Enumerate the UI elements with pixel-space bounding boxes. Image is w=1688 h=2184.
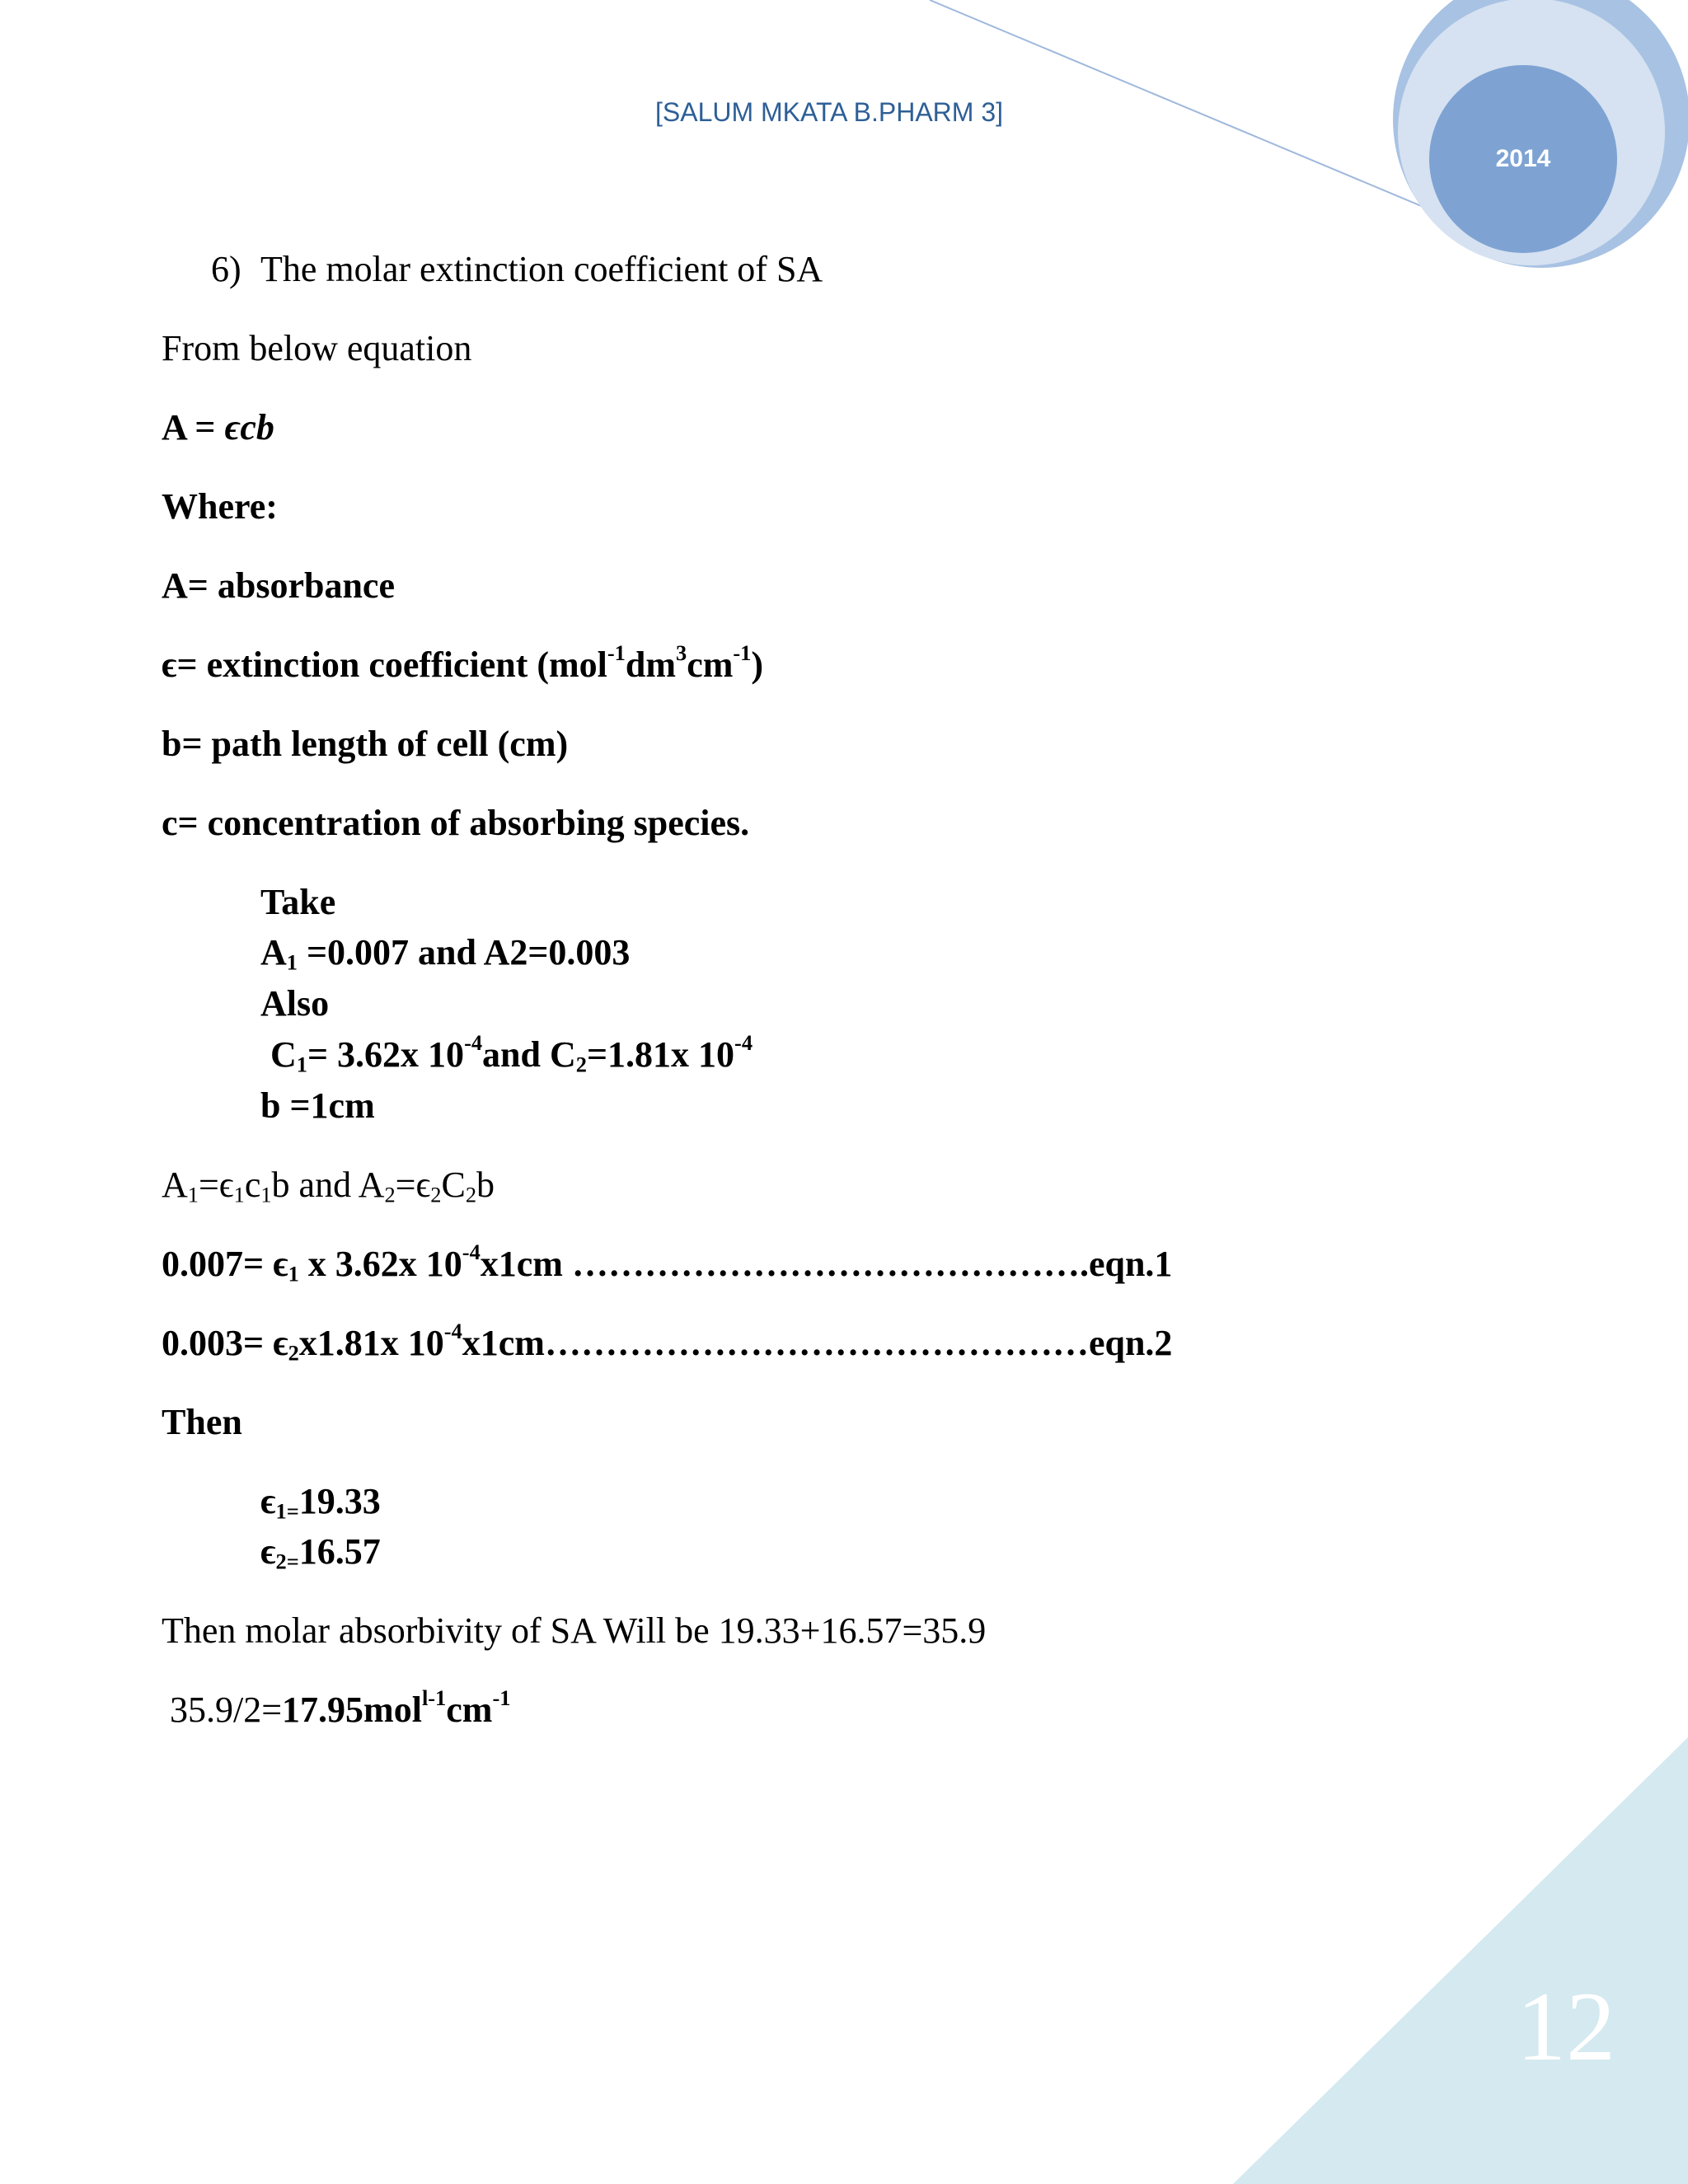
def-e-sup1: -1 [607, 640, 626, 666]
eqn1-post: x1cm …………………………………….eqn.1 [480, 1244, 1173, 1284]
def-e-close: ) [751, 644, 764, 685]
given-concentrations [270, 1030, 753, 1077]
given-c1-sup: -4 [464, 1030, 483, 1056]
section-heading [211, 249, 823, 291]
equation-2 [162, 1319, 1173, 1366]
where-label: Where: [162, 486, 278, 527]
result-e1-symbol: ϵ [260, 1481, 276, 1521]
result-e2-symbol: ϵ [260, 1531, 276, 1572]
def-e-cm: cm [687, 644, 734, 685]
eqn2-post: x1cm………………………………………eqn.2 [462, 1323, 1173, 1363]
take-label: Take [260, 882, 336, 922]
then-label: Then [162, 1402, 242, 1442]
rel-c1-sub: 1 [260, 1182, 272, 1207]
rel-eq1: =ϵ [198, 1165, 234, 1205]
equation-equals: = [185, 407, 225, 448]
definition-path-length: b= path length of cell (cm) [162, 724, 569, 764]
final-sup2: -1 [492, 1685, 511, 1711]
rel-mid: b and A [271, 1165, 385, 1205]
eqn1-sup: -4 [462, 1240, 481, 1265]
equation-rhs: ϵcb [224, 407, 274, 448]
eqn2-sub: 2 [288, 1340, 299, 1366]
rel-e1-sub: 1 [233, 1182, 245, 1207]
definition-extinction [162, 640, 764, 687]
eqn2-sup: -4 [443, 1319, 462, 1344]
definition-concentration: c= concentration of absorbing species. [162, 803, 750, 843]
final-unit: cm [446, 1690, 493, 1730]
given-c2-sub: 2 [575, 1052, 587, 1077]
equation-main [162, 407, 274, 449]
given-c1-value: = 3.62x 10 [307, 1034, 465, 1075]
also-label: Also [260, 983, 330, 1024]
eqn1-mid: x 3.62x 10 [298, 1244, 462, 1284]
result-epsilon-2 [260, 1531, 381, 1573]
page-number: 12 [1517, 1971, 1615, 2081]
rel-c2: C [441, 1165, 466, 1205]
rel-e2-sub: 2 [430, 1182, 442, 1207]
given-path-length: b =1cm [260, 1085, 375, 1126]
result-e2-value: 16.57 [298, 1531, 381, 1572]
conclusion-text: Then molar absorbivity of SA Will be 19.33+16.57=35.9 [162, 1610, 987, 1651]
result-e1-value: 19.33 [298, 1481, 381, 1521]
header-year: 2014 [1495, 145, 1551, 172]
given-c1: C [270, 1034, 297, 1075]
rel-a1-sub: 1 [187, 1182, 199, 1207]
given-c2-sup: -4 [734, 1030, 753, 1056]
final-sup1: l-1 [421, 1685, 447, 1711]
given-absorbances [260, 932, 630, 974]
rel-a2-sub: 2 [384, 1182, 396, 1207]
definition-absorbance: A= absorbance [162, 565, 395, 606]
result-e1-sub: 1= [275, 1498, 299, 1524]
result-e2-sub: 2= [275, 1549, 299, 1574]
result-epsilon-1 [260, 1481, 381, 1523]
def-e-sup3: -1 [733, 640, 752, 666]
given-c1-sub: 1 [296, 1052, 307, 1077]
def-e-dm: dm [625, 644, 676, 685]
equation-lhs: A [162, 407, 186, 448]
document-header: [SALUM MKATA B.PHARM 3] [654, 97, 1003, 127]
intro-text: From below equation [162, 328, 472, 368]
rel-c1: c [244, 1165, 261, 1205]
given-a-values: =0.007 and A2=0.003 [297, 932, 631, 972]
eqn1-pre: 0.007= ϵ [162, 1244, 288, 1284]
section-number: 6) [211, 249, 241, 289]
given-a-sub: 1 [286, 949, 298, 975]
eqn1-sub: 1 [288, 1261, 299, 1286]
rel-eq2: =ϵ [395, 1165, 431, 1205]
final-value: 17.95mol [282, 1690, 422, 1730]
def-e-text: ϵ= extinction coefficient (mol [162, 644, 607, 685]
rel-end: b [476, 1165, 495, 1205]
given-c2: and C [482, 1034, 576, 1075]
eqn2-pre: 0.003= ϵ [162, 1323, 288, 1363]
rel-a1: A [162, 1165, 188, 1205]
beer-lambert-relation [162, 1165, 495, 1207]
section-title: The molar extinction coefficient of SA [260, 249, 823, 289]
given-a: A [260, 932, 287, 972]
eqn2-mid: x1.81x 10 [298, 1323, 444, 1363]
final-pre: 35.9/2= [170, 1690, 283, 1730]
rel-c2-sub: 2 [465, 1182, 477, 1207]
corner-triangle [1233, 1737, 1688, 2184]
equation-1 [162, 1240, 1173, 1286]
def-e-sup2: 3 [675, 640, 687, 666]
final-result [170, 1685, 511, 1732]
given-c2-value: =1.81x 10 [586, 1034, 735, 1075]
